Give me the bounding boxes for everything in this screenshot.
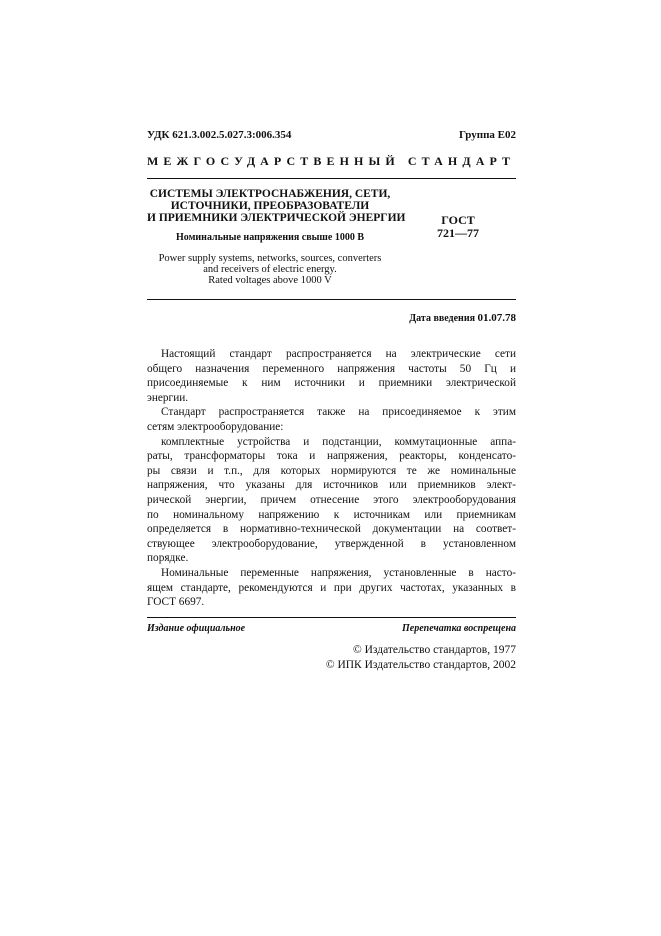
introduction-date-value: 01.07.78 [477, 312, 516, 324]
body-line: общего назначения переменного напряжения частоты 50 Гц и [147, 362, 516, 375]
copyright-notices [326, 643, 516, 673]
body-line: комплектные устройства и подстанции, коммутационные аппа- [161, 435, 516, 448]
body-line: присоединяемые к ним источники и приемники электрической [147, 377, 516, 390]
gost-label: ГОСТ [441, 213, 475, 227]
document-title [147, 188, 406, 224]
copyright-line: © ИПК Издательство стандартов, 2002 [325, 659, 516, 671]
udk-code: УДК 621.3.002.5.027.3:006.354 [147, 129, 292, 141]
introduction-date [409, 312, 516, 324]
english-title [147, 253, 393, 286]
body-line: ГОСТ 6697. [147, 596, 205, 609]
body-line: порядке. [147, 552, 189, 565]
gost-number: 721—77 [437, 226, 479, 240]
body-line: Настоящий стандарт распространяется на электрические сети [161, 348, 516, 360]
body-line: ствующее электрооборудование, утвержденной в установленном [147, 537, 516, 550]
title-line: И ПРИЕМНИКИ ЭЛЕКТРИЧЕСКОЙ ЭНЕРГИИ [147, 212, 406, 224]
body-line: по номинальному напряжению к источникам или приемникам [147, 508, 516, 521]
top-divider [147, 178, 516, 179]
body-line: рической энергии, причем отнесение этого электрооборудования [147, 493, 516, 506]
copyright-line: © Издательство стандартов, 1977 [352, 644, 516, 656]
english-title-line: Power supply systems, networks, sources, converters [158, 253, 382, 264]
title-divider [147, 299, 516, 300]
english-title-line: and receivers of electric energy. [203, 264, 337, 275]
body-paragraph [147, 566, 516, 610]
reprint-prohibited-note: Перепечатка воспрещена [402, 623, 516, 634]
interstate-standard-heading: МЕЖГОСУДАРСТВЕННЫЙ СТАНДАРТ [147, 154, 516, 168]
body-line: раты, трансформаторы тока и напряжения, реакторы, конденсато- [147, 450, 516, 463]
body-line: Стандарт распространяется также на присоединяемое к этим [161, 406, 516, 419]
document-body [147, 347, 516, 610]
english-title-line: Rated voltages above 1000 V [208, 275, 332, 286]
introduction-date-label: Дата введения [409, 313, 475, 324]
body-line: Номинальные переменные напряжения, установленные в насто- [161, 566, 516, 579]
body-line: определяется в нормативно-технической документации на соответ- [147, 523, 516, 536]
body-line: энергии. [147, 391, 189, 404]
body-line: ящем стандарте, рекомендуются и при других частотах, указанных в [147, 581, 516, 594]
footer-divider [147, 617, 516, 618]
body-paragraph [147, 405, 516, 434]
official-edition-note: Издание официальное [147, 623, 246, 634]
body-line: сетям электрооборудование: [147, 420, 284, 433]
body-paragraph [147, 347, 516, 405]
title-line: СИСТЕМЫ ЭЛЕКТРОСНАБЖЕНИЯ, СЕТИ, [149, 188, 391, 200]
body-line: ры связи и т.п., для которых нормируются те же номинальные [147, 464, 516, 477]
group-code: Группа Е02 [458, 129, 516, 141]
body-line: напряжения, что указаны для источников или приемников элект- [147, 479, 516, 492]
gost-designation [418, 214, 498, 240]
title-line: ИСТОЧНИКИ, ПРЕОБРАЗОВАТЕЛИ [170, 200, 370, 212]
body-paragraph [147, 435, 516, 566]
document-subtitle: Номинальные напряжения свыше 1000 В [176, 232, 364, 243]
